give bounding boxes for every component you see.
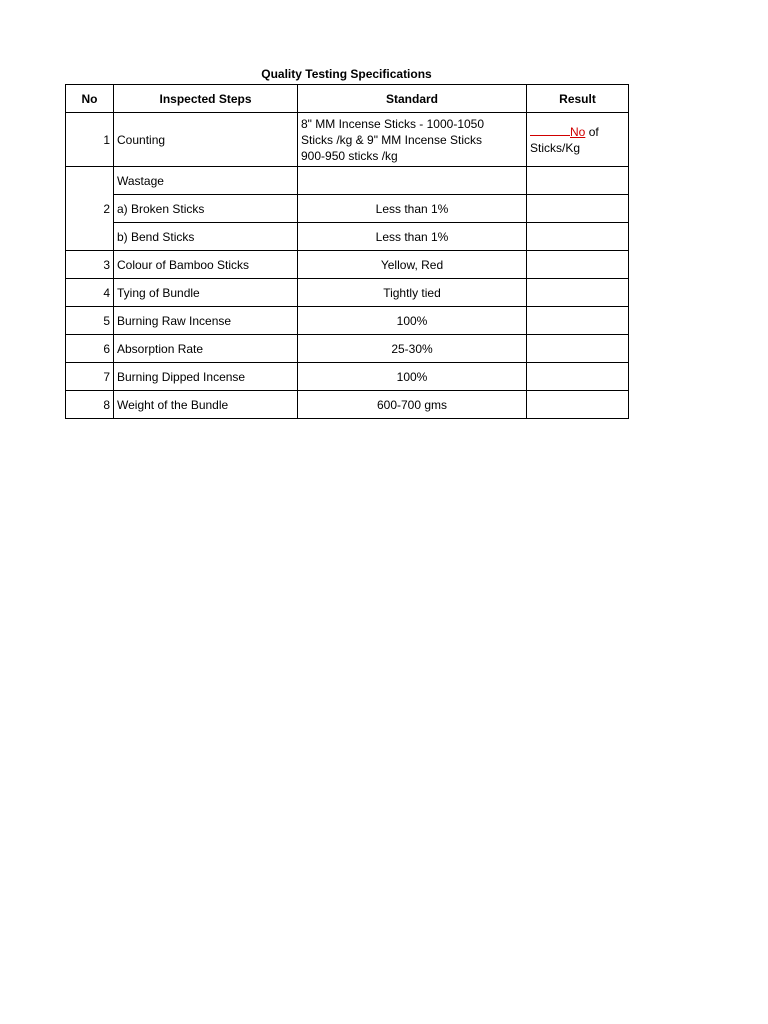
header-result: Result (527, 85, 629, 113)
row-no: 3 (66, 251, 114, 279)
row-step: a) Broken Sticks (114, 195, 298, 223)
row-result (527, 363, 629, 391)
result-highlight: No (570, 124, 586, 139)
table-row (66, 279, 629, 307)
row-result (527, 391, 629, 419)
table-row (66, 113, 629, 167)
row-result (527, 113, 629, 167)
row-step: Weight of the Bundle (114, 391, 298, 419)
row-step: b) Bend Sticks (114, 223, 298, 251)
row-standard: Yellow, Red (298, 251, 527, 279)
table-header-row (66, 85, 629, 113)
result-line-2: Sticks/Kg (530, 140, 581, 155)
header-no: No (66, 85, 114, 113)
row-result (527, 335, 629, 363)
row-standard: 100% (298, 307, 527, 335)
row-standard: Less than 1% (298, 223, 527, 251)
row-step: Burning Raw Incense (114, 307, 298, 335)
row-result (527, 223, 629, 251)
row-standard (298, 113, 527, 167)
row-result (527, 251, 629, 279)
blank-underline (530, 124, 570, 136)
row-standard: Tightly tied (298, 279, 527, 307)
table-row (66, 363, 629, 391)
result-suffix: of (588, 124, 599, 139)
table-row (66, 223, 629, 251)
table-row (66, 307, 629, 335)
spec-table (65, 84, 629, 419)
standard-line: 8" MM Incense Sticks - 1000-1050 (301, 116, 485, 131)
row-result (527, 195, 629, 223)
row-step: Burning Dipped Incense (114, 363, 298, 391)
standard-line: Sticks /kg & 9" MM Incense Sticks (301, 132, 482, 147)
row-step: Colour of Bamboo Sticks (114, 251, 298, 279)
row-no: 2 (66, 167, 114, 251)
row-standard: 100% (298, 363, 527, 391)
row-no: 5 (66, 307, 114, 335)
row-result (527, 167, 629, 195)
row-step: Counting (114, 113, 298, 167)
table-row (66, 335, 629, 363)
header-inspected-steps: Inspected Steps (114, 85, 298, 113)
table-row (66, 391, 629, 419)
table-row (66, 251, 629, 279)
table-row (66, 195, 629, 223)
row-standard: Less than 1% (298, 195, 527, 223)
standard-line: 900-950 sticks /kg (301, 148, 398, 163)
row-standard (298, 167, 527, 195)
row-no: 4 (66, 279, 114, 307)
row-step: Tying of Bundle (114, 279, 298, 307)
row-standard: 25-30% (298, 335, 527, 363)
header-standard: Standard (298, 85, 527, 113)
row-no: 7 (66, 363, 114, 391)
row-standard: 600-700 gms (298, 391, 527, 419)
table-row (66, 167, 629, 195)
page-title: Quality Testing Specifications (261, 67, 432, 81)
row-no: 1 (66, 113, 114, 167)
row-group-label: Wastage (114, 167, 298, 195)
row-result (527, 307, 629, 335)
row-result (527, 279, 629, 307)
result-line-1 (530, 124, 625, 140)
row-step: Absorption Rate (114, 335, 298, 363)
row-no: 6 (66, 335, 114, 363)
row-no: 8 (66, 391, 114, 419)
